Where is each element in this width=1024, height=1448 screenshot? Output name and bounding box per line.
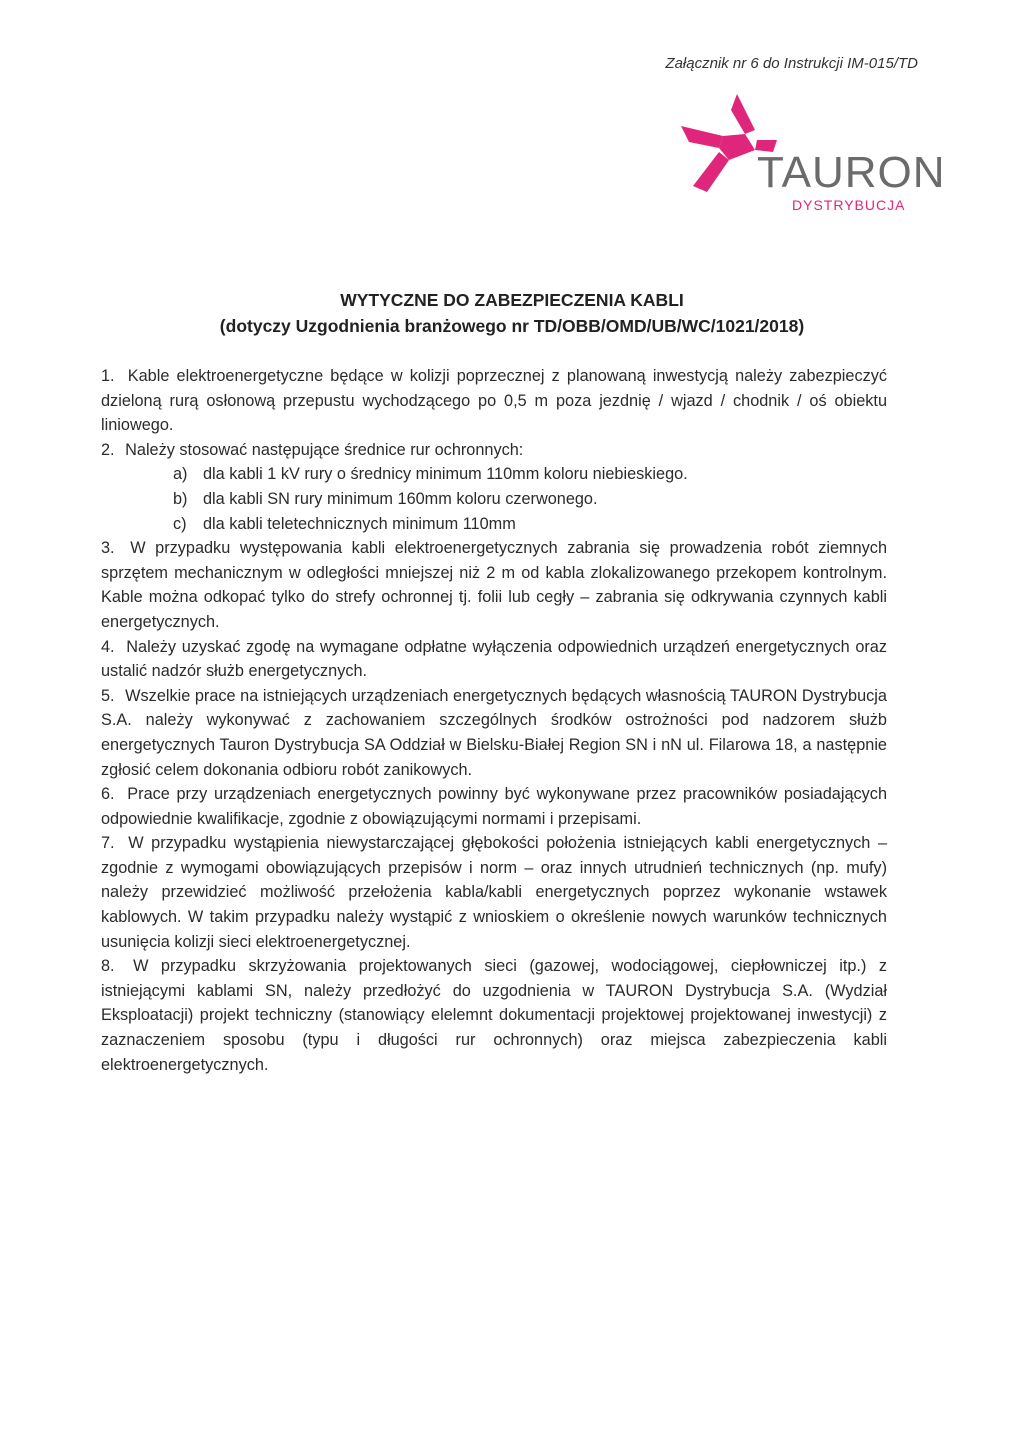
list-item: [101, 364, 887, 438]
sub-item-text: dla kabli SN rury minimum 160mm koloru czerwonego.: [203, 489, 598, 508]
item-text: W przypadku występowania kabli elektroenergetycznych zabrania się prowadzenia robót ziemnych sprzętem mechanicznym w odległości mniejszej niż 2 m od kabla zlokalizowanego przekopem kontrolnym. Kable można odkopać tylko do strefy ochronnej tj. folii lub cegły – zabrania się odkrywania czynnych kabli energetycznych.: [101, 539, 888, 631]
item-number: 4.: [101, 637, 115, 656]
document-subtitle: (dotyczy Uzgodnienia branżowego nr TD/OBB/OMD/UB/WC/1021/2018): [219, 316, 805, 336]
list-item: [101, 782, 887, 831]
list-item: [101, 684, 887, 782]
sub-item-text: dla kabli 1 kV rury o średnicy minimum 110mm koloru niebieskiego.: [203, 465, 688, 484]
item-text: Wszelkie prace na istniejących urządzeniach energetycznych będących własnością TAURON Dystrybucja S.A. należy wykonywać z zachowaniem szczególnych środków ostrożności pod nadzorem służb energetycznych Tauron Dystrybucja SA Oddział w Bielsku-Białej Region SN i nN ul. Filarowa 18, a następnie zgłosić celem dokonania odbioru robót zanikowych.: [101, 686, 887, 779]
item-number: 5.: [101, 686, 115, 705]
item-number: 2.: [101, 440, 115, 459]
logo-wordmark: TAURON: [757, 148, 946, 197]
logo-subtitle: DYSTRYBUCJA: [792, 197, 906, 213]
document-body: [101, 364, 887, 1077]
list-item: [101, 536, 887, 634]
item-text: Prace przy urządzeniach energetycznych powinny być wykonywane przez pracowników posiadających odpowiednie kwalifikacje, zgodnie z obowiązującymi normami i przepisami.: [101, 785, 887, 828]
sub-item-letter: c): [173, 514, 187, 533]
attachment-note: Załącznik nr 6 do Instrukcji IM-015/TD: [665, 55, 918, 72]
document-title: WYTYCZNE DO ZABEZPIECZENIA KABLI: [340, 290, 684, 310]
item-number: 6.: [101, 785, 115, 804]
sub-list-item: [101, 512, 887, 537]
list-item: [101, 635, 887, 684]
item-number: 7.: [101, 834, 115, 853]
item-number: 8.: [101, 957, 115, 976]
sub-list-item: [101, 462, 887, 487]
item-text: Należy stosować następujące średnice rur ochronnych:: [125, 440, 524, 459]
item-text: W przypadku wystąpienia niewystarczającej głębokości położenia istniejących kabli energetycznych – zgodnie z wymogami obowiązujących przepisów i norm – oraz innych utrudnień technicznych (np. mufy) należy przewidzieć możliwość przełożenia kabla/kabli energetycznych poprzez wykonanie wstawek kablowych. W takim przypadku należy wystąpić z wnioskiem o określenie nowych warunków technicznych usunięcia kolizji sieci elektroenergetycznej.: [101, 834, 887, 951]
sub-list-item: [101, 487, 887, 512]
list-item: [101, 438, 887, 463]
item-text: Kable elektroenergetyczne będące w kolizji poprzecznej z planowaną inwestycją należy zabezpieczyć dzieloną rurą osłonową przepustu wychodzącego po 0,5 m poza jezdnię / wjazd / chodnik / oś obiektu liniowego.: [101, 367, 888, 435]
item-number: 1.: [101, 367, 115, 385]
sub-item-letter: a): [173, 465, 188, 484]
item-number: 3.: [101, 539, 115, 558]
sub-item-letter: b): [173, 489, 188, 508]
list-item: [101, 831, 887, 954]
tauron-logo: [675, 90, 946, 220]
list-item: [101, 954, 887, 1077]
sub-item-text: dla kabli teletechnicznych minimum 110mm: [203, 514, 516, 533]
item-text: Należy uzyskać zgodę na wymagane odpłatne wyłączenia odpowiednich urządzeń energetycznych oraz ustalić nadzór służb energetycznych.: [101, 637, 888, 681]
item-text: W przypadku skrzyżowania projektowanych sieci (gazowej, wodociągowej, ciepłowniczej itp.) z istniejącymi kablami SN, należy przedłożyć do uzgodnienia w TAURON Dystrybucja S.A. (Wydział Eksploatacji) projekt techniczny (stanowiący elelemnt dokumentacji projektowej projektowanej inwestycji) z zaznaczeniem sposobu (typu i długości rur ochronnych) oraz miejsca zabezpieczenia kabli elektroenergetycznych.: [101, 957, 887, 1074]
